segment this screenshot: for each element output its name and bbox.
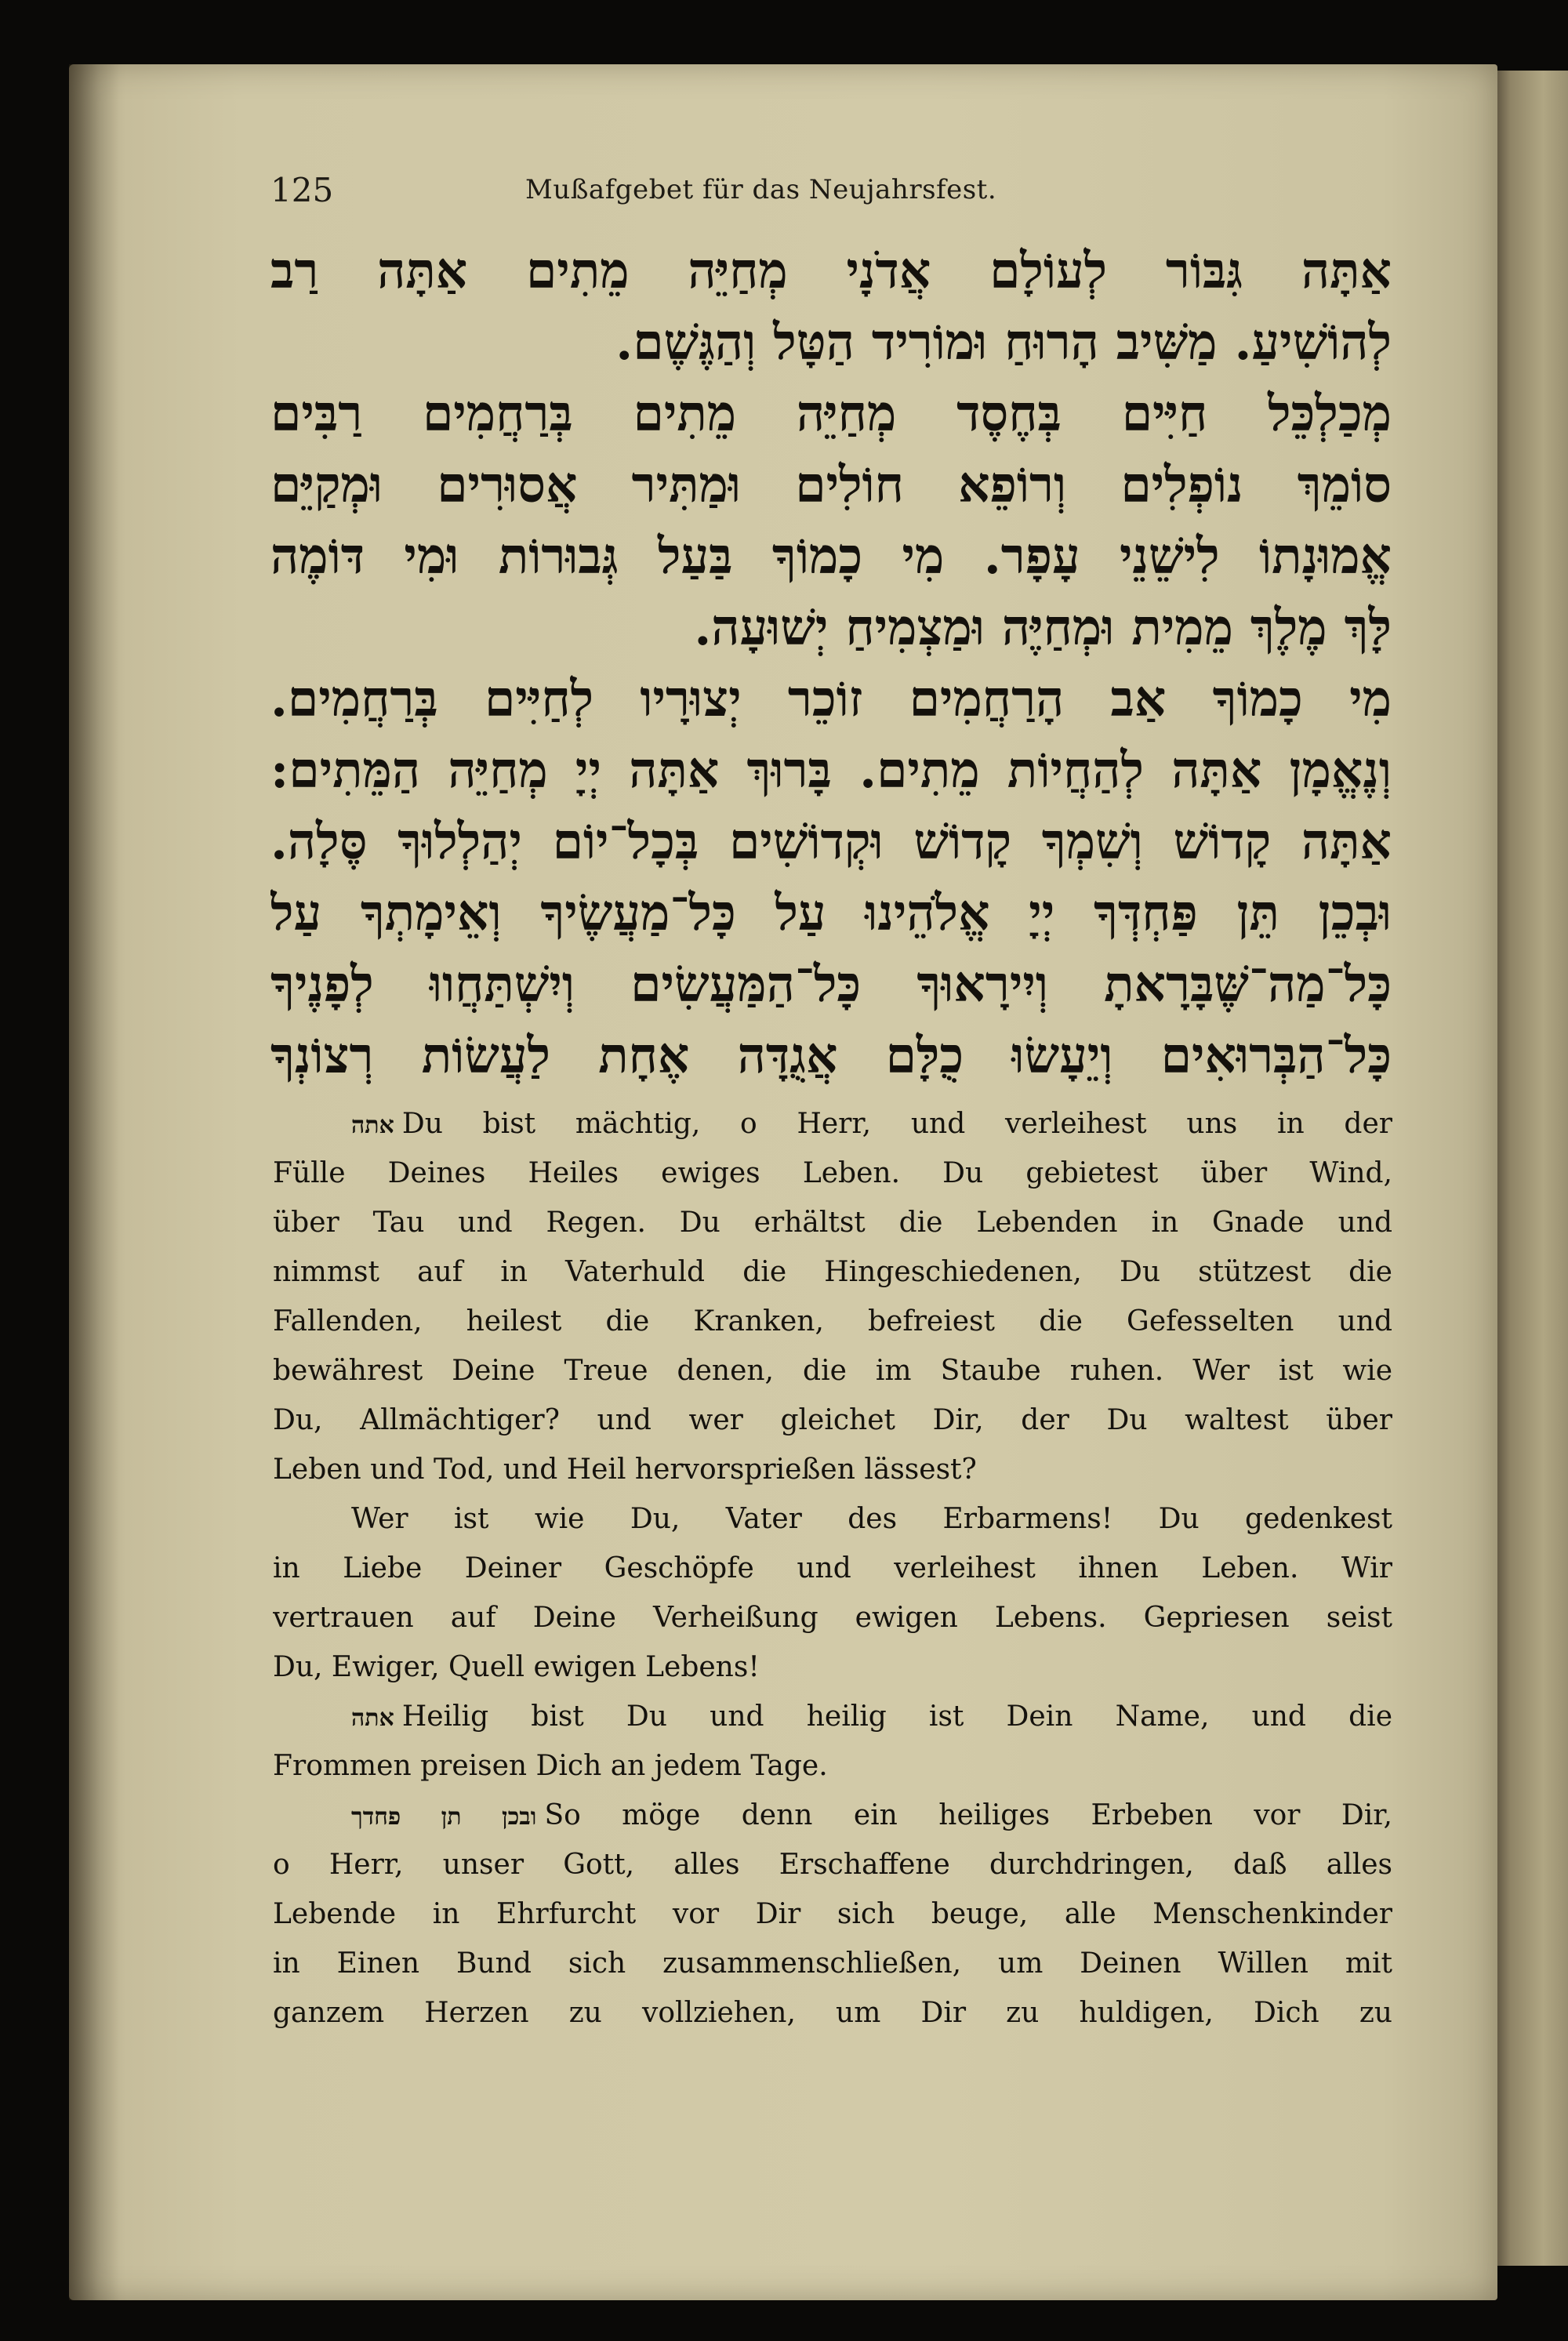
german-line: Frommen preisen Dich an jedem Tage. — [273, 1750, 828, 1782]
german-line — [273, 1099, 1392, 1149]
german-line: nimmst auf in Vaterhuld die Hingeschiedenen, Du stützest die — [273, 1256, 1392, 1288]
german-line — [273, 1692, 1392, 1741]
german-line: Leben und Tod, und Heil hervorsprießen lässest? — [273, 1454, 977, 1486]
german-line: vertrauen auf Deine Verheißung ewigen Lebens. Gepriesen seist — [273, 1602, 1392, 1634]
hebrew-line: וְנֶאֱמָן אַתָּה לְהַחֲיוֹת מֵתִים. בָּרוּךְ אַתָּה יְיָ מְחַיֵּה הַמֵּתִים: — [270, 741, 1392, 799]
hebrew-line: סוֹמֵךְ נוֹפְלִים וְרוֹפֵא חוֹלִים וּמַתִּיר אֲסוּרִים וּמְקַיֵּם — [270, 455, 1392, 514]
german-line: in Einen Bund sich zusammenschließen, um Deinen Willen mit — [273, 1947, 1392, 1980]
german-line: Du, Ewiger, Quell ewigen Lebens! — [273, 1651, 760, 1683]
page-binding-shadow — [69, 64, 119, 2300]
hebrew-text-block — [270, 235, 1392, 1091]
hebrew-line: מְכַלְכֵּל חַיִּים בְּחֶסֶד מְחַיֵּה מֵתִים בְּרַחֲמִים רַבִּים — [270, 384, 1392, 442]
german-line: bewährest Deine Treue denen, die im Staube ruhen. Wer ist wie — [273, 1355, 1392, 1387]
hebrew-line: אֱמוּנָתוֹ לִישֵׁנֵי עָפָר. מִי כָמוֹךָ בַּעַל גְּבוּרוֹת וּמִי דּוֹמֶה — [270, 527, 1392, 585]
german-translation-block — [273, 1099, 1392, 2038]
book-cover-edge — [1486, 71, 1568, 2266]
running-title: Mußafgebet für das Neujahrsfest. — [525, 174, 997, 205]
german-line: Lebende in Ehrfurcht vor Dir sich beuge, alle Menschenkinder — [273, 1898, 1392, 1930]
german-line: Wer ist wie Du, Vater des Erbarmens! Du gedenkest — [351, 1503, 1392, 1535]
german-line-text: Heilig bist Du und heilig ist Dein Name, und die — [401, 1700, 1392, 1733]
german-line: über Tau und Regen. Du erhältst die Lebenden in Gnade und — [273, 1207, 1392, 1239]
hebrew-line: אַתָּה קָדוֹשׁ וְשִׁמְךָ קָדוֹשׁ וּקְדוֹשִׁים בְּכָל־יוֹם יְהַלְלוּךָ סֶּלָה. — [270, 812, 1392, 870]
hebrew-cue-word: אתה — [351, 1704, 394, 1732]
hebrew-line: וּבְכֵן תֵּן פַּחְדְּךָ יְיָ אֱלֹהֵינוּ עַל כָּל־מַעֲשֶׂיךָ וְאֵימָתְךָ עַל — [270, 884, 1392, 942]
hebrew-line: לְהוֹשִׁיעַ. מַשִּׁיב הָרוּחַ וּמוֹרִיד הַטָּל וְהַגֶּשֶׁם. — [615, 313, 1392, 371]
german-line: Fallenden, heilest die Kranken, befreiest die Gefesselten und — [273, 1305, 1392, 1337]
german-line — [273, 1791, 1392, 1840]
hebrew-line: לָּךְ מֶלֶךְ מֵמִית וּמְחַיֶּה וּמַצְמִיחַ יְשׁוּעָה. — [694, 598, 1392, 656]
hebrew-line: אַתָּה גִּבּוֹר לְעוֹלָם אֲדֹנָי מְחַיֵּה מֵתִים אַתָּה רַב — [270, 241, 1392, 299]
german-line: ganzem Herzen zu vollziehen, um Dir zu huldigen, Dich zu — [273, 1997, 1392, 2029]
hebrew-line: כָּל־מַה־שֶּׁבָּרָאתָ וְיִירָאוּךָ כָּל־הַמַּעֲשִׂים וְיִשְׁתַּחֲווּ לְפָנֶיךָ — [270, 955, 1392, 1013]
hebrew-line: מִי כָמוֹךָ אַב הָרַחֲמִים זוֹכֵר יְצוּרָיו לְחַיִּים בְּרַחֲמִים. — [270, 670, 1392, 728]
page-header — [0, 171, 1568, 218]
german-line-text: Du bist mächtig, o Herr, und verleihest uns in der — [401, 1108, 1392, 1140]
german-line: in Liebe Deiner Geschöpfe und verleihest ihnen Leben. Wir — [273, 1552, 1392, 1584]
german-line-text: So möge denn ein heiliges Erbeben vor Dir, — [544, 1799, 1392, 1831]
german-line: Du, Allmächtiger? und wer gleichet Dir, der Du waltest über — [273, 1404, 1392, 1436]
german-line: Fülle Deines Heiles ewiges Leben. Du gebietest über Wind, — [273, 1157, 1392, 1189]
page-number: 125 — [270, 171, 334, 209]
hebrew-line: כָּל־הַבְּרוּאִים וְיֵעָשׂוּ כֻלָּם אֲגֻדָּה אֶחָת לַעֲשׂוֹת רְצוֹנְךָ — [270, 1026, 1392, 1084]
hebrew-cue-word: ובכן תן פחדך — [351, 1803, 537, 1831]
hebrew-cue-word: אתה — [351, 1112, 394, 1139]
german-line: o Herr, unser Gott, alles Erschaffene durchdringen, daß alles — [273, 1849, 1392, 1881]
